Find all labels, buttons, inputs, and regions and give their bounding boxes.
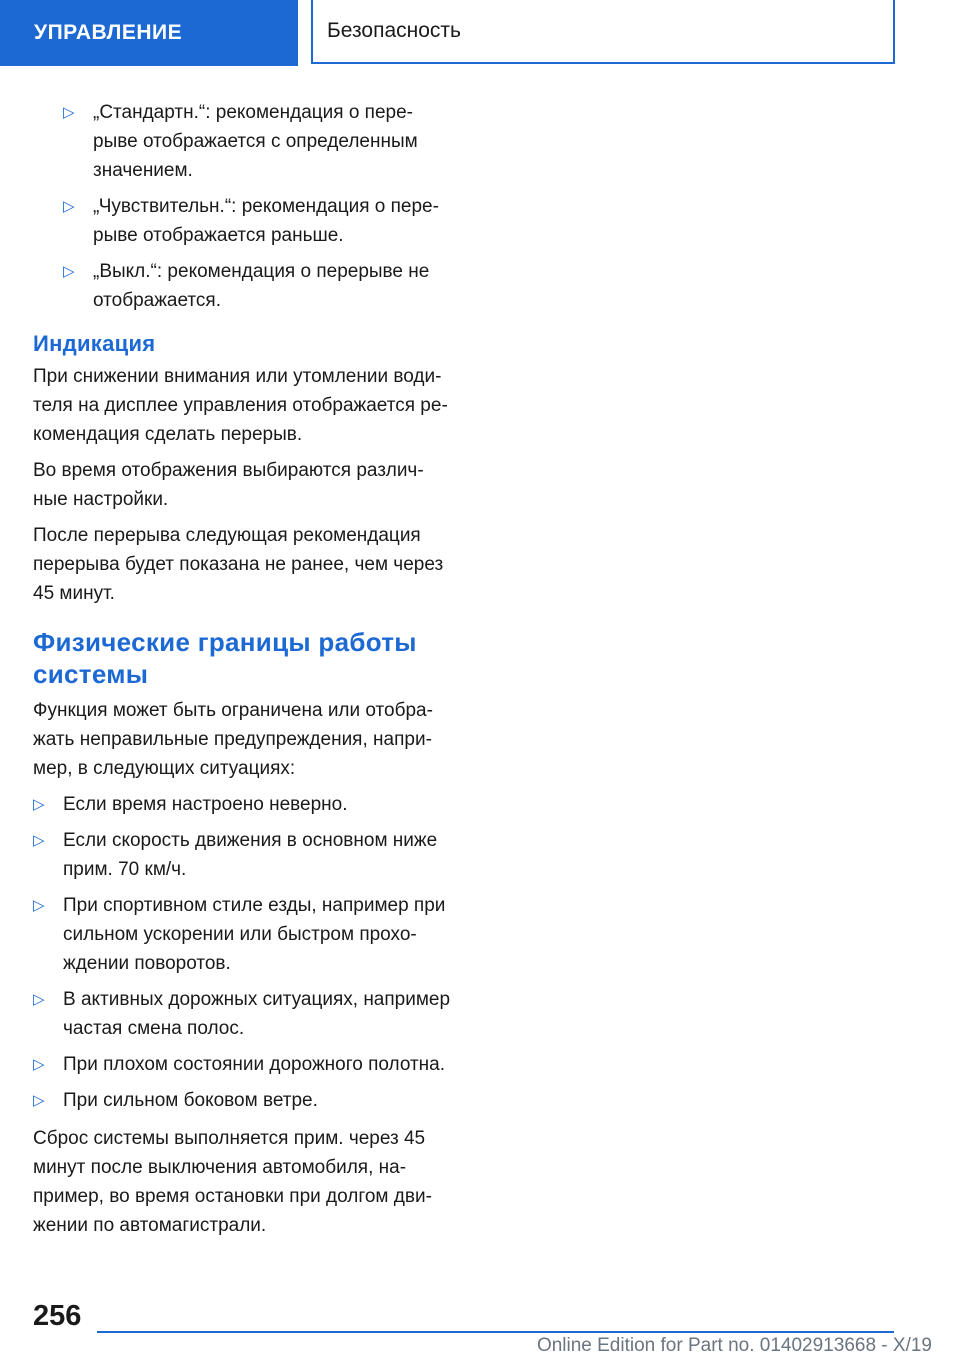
indication-heading: Индикация	[33, 331, 156, 356]
list-item: ▷ В активных дорожных ситуациях, например частая смена полос.	[33, 985, 451, 1043]
edition-note: Online Edition for Part no. 01402913668 - X/19	[536, 1335, 932, 1356]
triangle-bullet-icon: ▷	[33, 1056, 45, 1073]
situations-list	[33, 790, 451, 1115]
triangle-bullet-icon: ▷	[33, 832, 45, 849]
section-title: Безопасность	[311, 0, 895, 64]
triangle-bullet-icon: ▷	[63, 263, 75, 280]
list-item: ▷ „Стандартн.“: рекомендация о перерыве отображается с определенным значением.	[63, 98, 451, 185]
list-item: ▷ Если время настроено неверно.	[33, 790, 451, 819]
paragraph: Сброс системы выполняется прим. через 45 минут после выключения автомобиля, например, во время остановки при долгом движении по автомагистрали.	[33, 1128, 432, 1236]
settings-list	[33, 98, 451, 315]
list-item: ▷ „Чувствительн.“: рекомендация о перерыве отображается раньше.	[63, 192, 451, 250]
triangle-bullet-icon: ▷	[63, 104, 75, 121]
list-item: ▷ При сильном боковом ветре.	[33, 1086, 451, 1115]
limits-heading: Физические границы работы системы	[33, 627, 417, 689]
list-item: ▷ „Выкл.“: рекомендация о перерыве не отображается.	[63, 257, 451, 315]
paragraph: Функция может быть ограничена или отображать неправильные предупреждения, например, в следующих ситуациях:	[33, 700, 433, 779]
chapter-tab[interactable]: УПРАВЛЕНИЕ	[0, 0, 298, 66]
footer-divider	[97, 1331, 894, 1333]
triangle-bullet-icon: ▷	[33, 1092, 45, 1109]
list-item: ▷ Если скорость движения в основном ниже прим. 70 км/ч.	[33, 826, 451, 884]
triangle-bullet-icon: ▷	[33, 991, 45, 1008]
page-number: 256	[33, 1300, 82, 1332]
paragraph: После перерыва следующая рекомендация перерыва будет показана не ранее, чем через 45 минут.	[33, 525, 444, 604]
triangle-bullet-icon: ▷	[33, 796, 45, 813]
page-content	[33, 98, 451, 1247]
list-item: ▷ При спортивном стиле езды, например при сильном ускорении или быстром прохождении поворотов.	[33, 891, 451, 978]
triangle-bullet-icon: ▷	[33, 897, 45, 914]
triangle-bullet-icon: ▷	[63, 198, 75, 215]
paragraph: Во время отображения выбираются различные настройки.	[33, 460, 424, 510]
paragraph: При снижении внимания или утомлении водителя на дисплее управления отображается рекомендация сделать перерыв.	[33, 366, 448, 445]
list-item: ▷ При плохом состоянии дорожного полотна.	[33, 1050, 451, 1079]
